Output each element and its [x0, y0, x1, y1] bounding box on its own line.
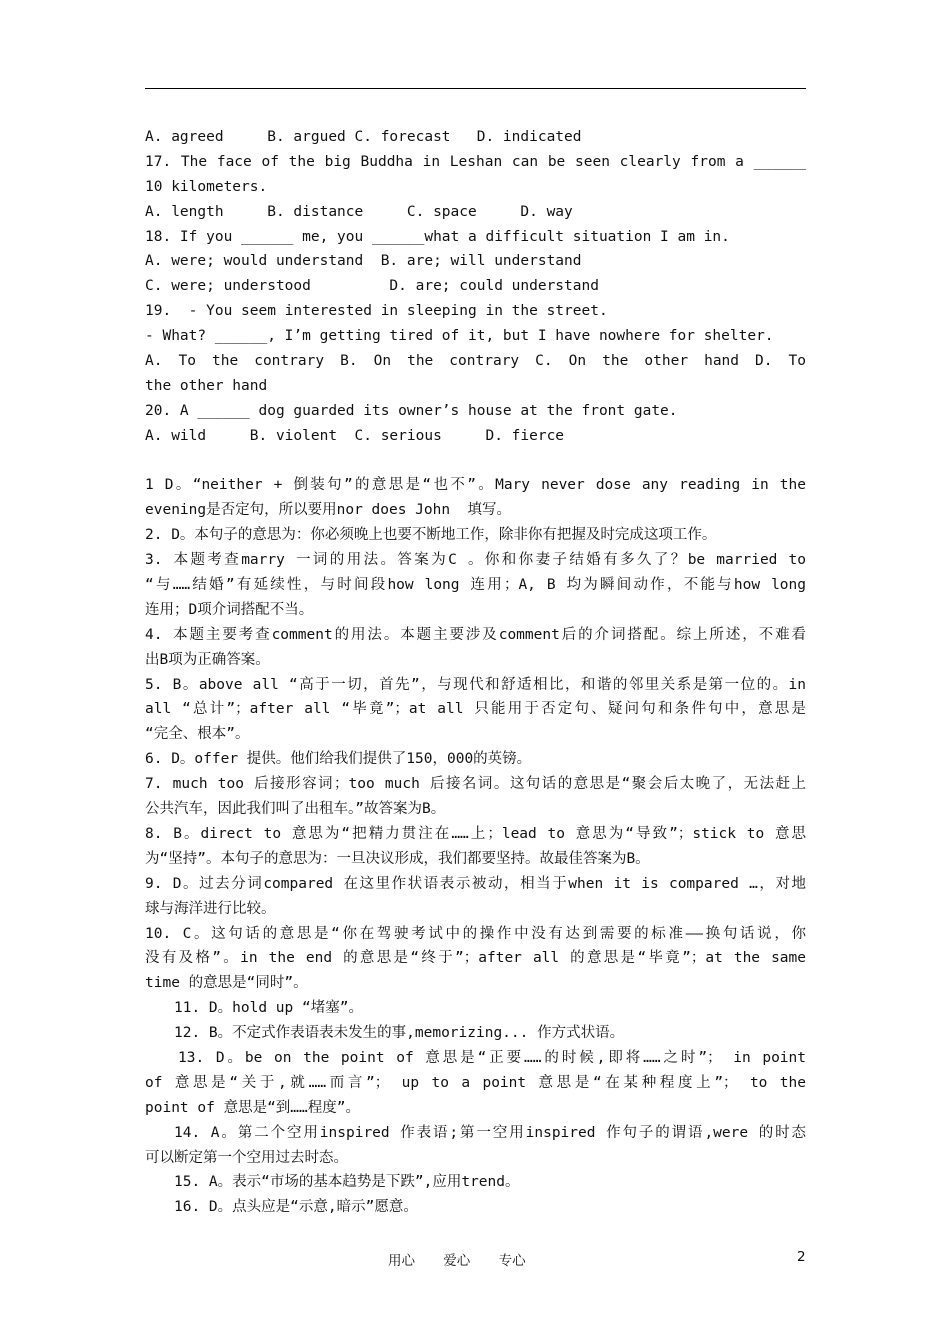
options-18-b: C. were; understood D. are; could understand	[145, 278, 599, 295]
answer-8: 8. B。direct to 意思为“把精力贯注在……上；lead to 意思为“导致”；stick to 意思	[145, 825, 806, 842]
answer-3: 3. 本题考查marry 一词的用法。答案为C 。你和你妻子结婚有多久了？be married to	[145, 552, 806, 569]
answer-16: 16. D。点头应是“示意,暗示”愿意。	[174, 1199, 418, 1216]
answer-10: 10. C。这句话的意思是“你在驾驶考试中的操作中没有达到需要的标准——换句话说，你	[145, 925, 806, 942]
answer-2: 2. D。本句子的意思为：你必须晚上也要不断地工作，除非你有把握及时完成这项工作。	[145, 527, 717, 544]
answer-10-end: time 的意思是“同时”。	[145, 975, 308, 992]
question-19-reply: - What? ______, I’m getting tired of it, but I have nowhere for shelter.	[145, 328, 774, 345]
answer-3-end: 连用；D项介词搭配不当。	[145, 601, 314, 618]
answer-5-cont: all “总计”；after all “毕竟”；at all 只能用于否定句、疑问句和条件句中，意思是	[145, 701, 806, 718]
answer-1-cont: evening是否定句，所以要用nor does John 填写。	[145, 502, 512, 519]
blank-line	[145, 449, 806, 474]
answer-1: 1 D。“neither + 倒装句”的意思是“也不”。Mary never dose any reading in the	[145, 477, 806, 494]
option-line: A. agreed B. argued C. forecast D. indicated	[145, 129, 582, 145]
answer-15: 15. A。表示“市场的基本趋势是下跌”,应用trend。	[174, 1174, 520, 1191]
answer-11: 11. D。hold up “堵塞”。	[174, 1000, 363, 1017]
answer-14-cont: 可以断定第一个空用过去时态。	[145, 1149, 348, 1166]
answer-9-cont: 球与海洋进行比较。	[145, 900, 276, 917]
answer-5: 5. B。above all “高于一切，首先”，与现代和舒适相比，和谐的邻里关系是第一位的。in	[145, 676, 806, 693]
answer-5-end: “完全、根本”。	[145, 726, 250, 743]
answer-9: 9. D。过去分词compared 在这里作状语表示被动，相当于when it is compared …，对地	[145, 875, 806, 892]
options-17: A. length B. distance C. space D. way	[145, 203, 573, 220]
page-footer	[0, 1246, 950, 1270]
options-20: A. wild B. violent C. serious D. fierce	[145, 427, 565, 444]
page-number: 2	[797, 1249, 806, 1265]
options-18-a: A. were; would understand B. are; will understand	[145, 253, 582, 270]
question-18: 18. If you ______ me, you ______what a difficult situation I am in.	[145, 228, 730, 245]
header-rule	[145, 88, 806, 89]
answer-10-cont: 没有及格”。in the end 的意思是“终于”；after all 的意思是“毕竟”；at the same	[145, 950, 806, 967]
answer-4-cont: 出B项为正确答案。	[145, 651, 270, 668]
answer-3-cont: “与……结婚”有延续性，与时间段how long 连用；A, B 均为瞬间动作，不能与how long	[145, 577, 806, 594]
answer-7-cont: 公共汽车，因此我们叫了出租车。”故答案为B。	[145, 801, 446, 818]
options-19-cont: the other hand	[145, 377, 268, 394]
question-17: 17. The face of the big Buddha in Leshan can be seen clearly from a ______	[145, 153, 806, 170]
question-20: 20. A ______ dog guarded its owner’s house at the front gate.	[145, 402, 678, 419]
answer-13-end: point of 意思是“到……程度”。	[145, 1099, 360, 1116]
answer-13-cont: of 意思是“关于,就……而言”； up to a point 意思是“在某种程度上”； to the	[145, 1074, 806, 1091]
page-content	[145, 125, 806, 1220]
answer-12: 12. B。不定式作表语表未发生的事,memorizing... 作方式状语。	[174, 1025, 625, 1042]
answer-8-cont: 为“坚持”。本句子的意思为：一旦决议形成，我们都要坚持。故最佳答案为B。	[145, 850, 650, 867]
answer-7: 7. much too 后接形容词；too much 后接名词。这句话的意思是“聚会后太晚了，无法赶上	[145, 776, 806, 793]
options-19: A. To the contrary B. On the contrary C. On the other hand D. To	[145, 353, 806, 370]
question-19: 19. - You seem interested in sleeping in the street.	[145, 303, 608, 320]
answer-4: 4. 本题主要考查comment的用法。本题主要涉及comment后的介词搭配。综上所述，不难看	[145, 626, 806, 643]
answer-6: 6. D。offer 提供。他们给我们提供了150，000的英镑。	[145, 751, 532, 768]
footer-motto: 用心 爱心 专心	[388, 1253, 526, 1269]
answer-14: 14. A。第二个空用inspired 作表语;第一空用inspired 作句子的谓语,were 的时态	[174, 1124, 806, 1141]
question-17-cont: 10 kilometers.	[145, 178, 268, 195]
answer-13: 13. D。be on the point of 意思是“正要……的时候,即将……之时”； in point	[178, 1049, 806, 1066]
